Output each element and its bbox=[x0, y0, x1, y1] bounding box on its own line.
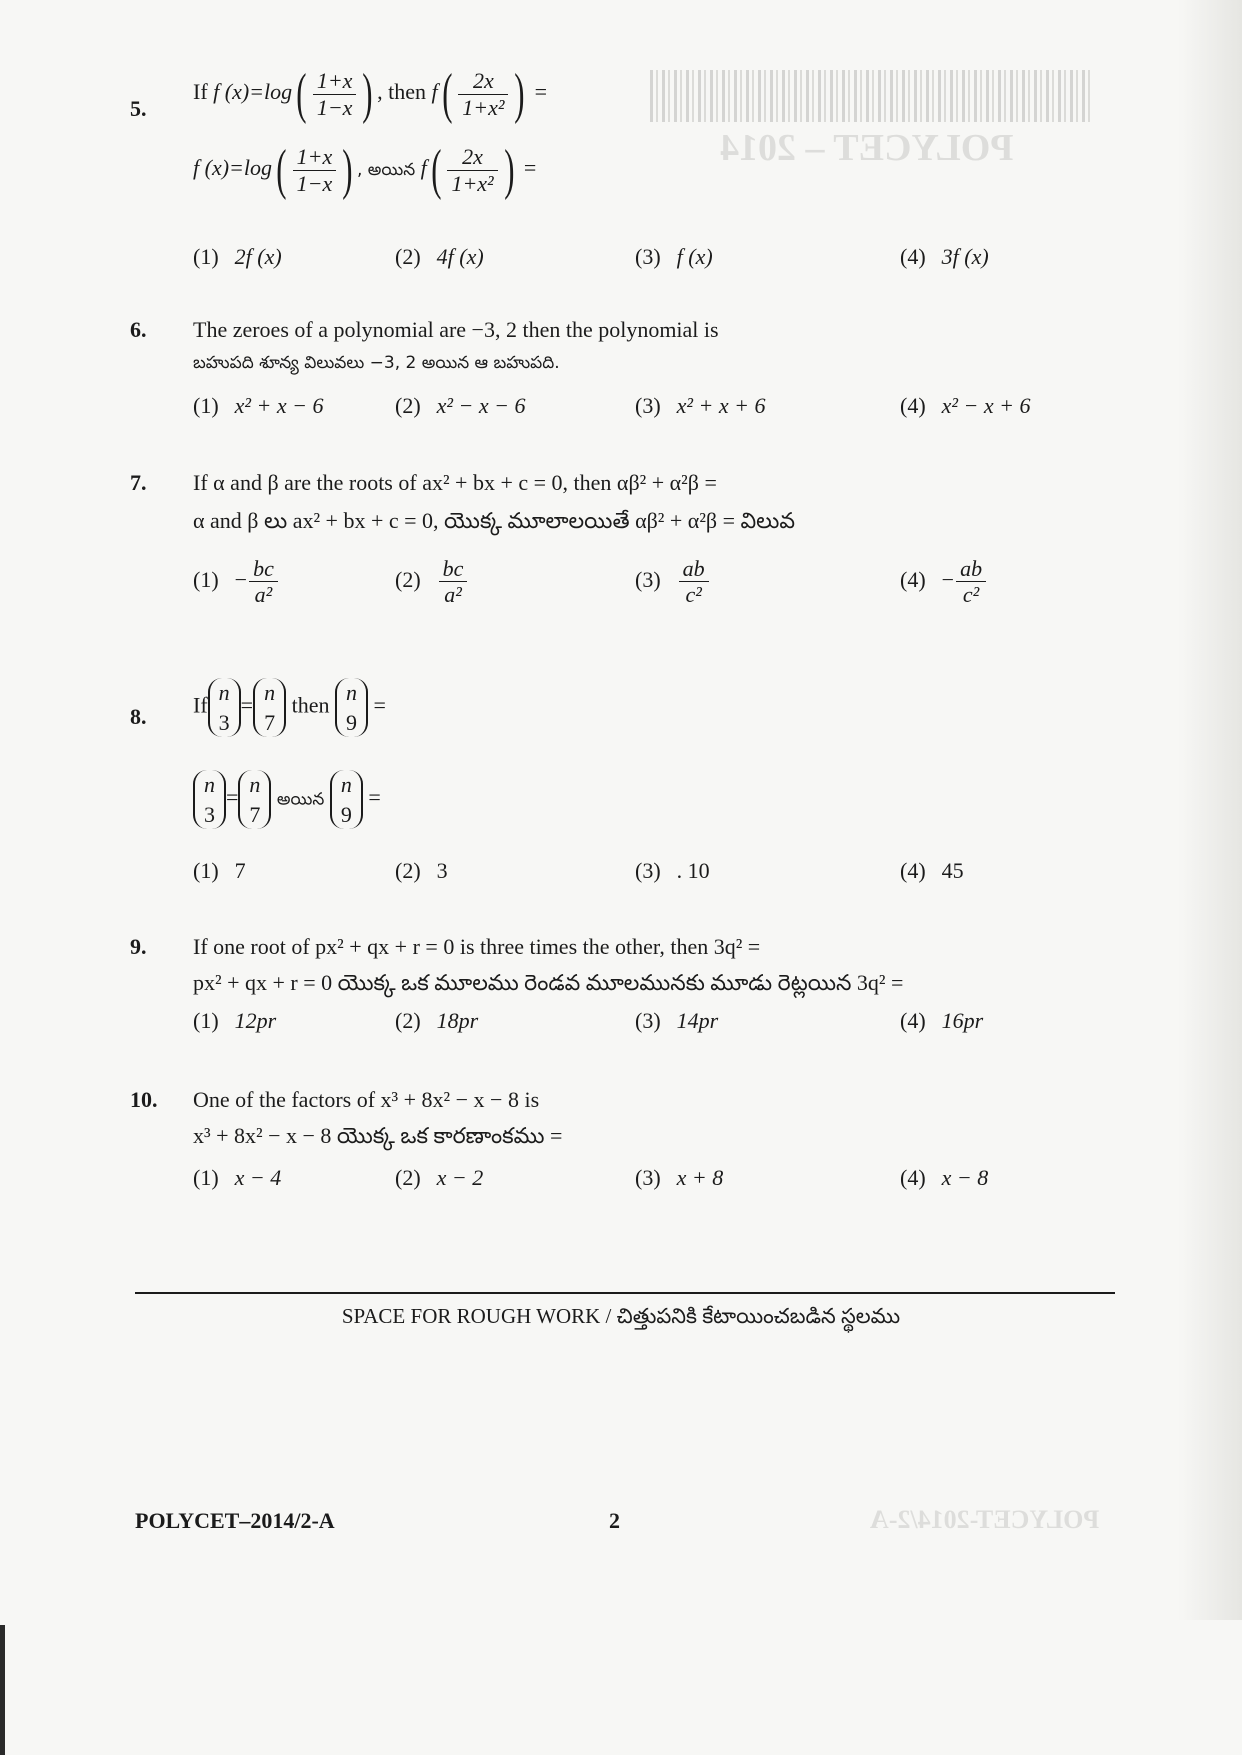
question-5 bbox=[130, 62, 1090, 282]
option-4[interactable]: (4) x − 8 bbox=[900, 1165, 989, 1190]
option-2[interactable]: (2) x − 2 bbox=[395, 1165, 484, 1190]
question-number: 10. bbox=[130, 1087, 158, 1112]
rough-work-label: SPACE FOR ROUGH WORK / చిత్తుపనికి కేటాయించబడిన స్థలము bbox=[341, 1304, 901, 1328]
fraction: $\frac{2x}{\text{1+x²}}$ bbox=[458, 68, 508, 120]
rough-work-divider bbox=[135, 1292, 1115, 1294]
question-number: 6. bbox=[130, 317, 147, 342]
question-10 bbox=[130, 1087, 1090, 1197]
option-3[interactable]: (3) $\frac{ab}{\text{c²}}$ bbox=[635, 556, 711, 608]
option-1[interactable]: (1) 12pr bbox=[193, 1008, 277, 1033]
option-4[interactable]: (4) 3f (x) bbox=[900, 244, 989, 269]
option-1[interactable]: (1) x − 4 bbox=[193, 1165, 282, 1190]
binomial-n-3: n 3 bbox=[208, 678, 241, 737]
fraction: $\frac{1+x}{1-x}$ bbox=[293, 144, 337, 196]
question-text-te: n 3=n 7 అయిన n 9 = bbox=[193, 770, 381, 829]
option-3[interactable]: (3) . 10 bbox=[635, 858, 710, 883]
option-1[interactable]: (1) 7 bbox=[193, 858, 246, 883]
question-text-en: One of the factors of x³ + 8x² − x − 8 is bbox=[193, 1087, 540, 1112]
option-4[interactable]: (4) 45 bbox=[900, 858, 964, 883]
question-text-en: The zeroes of a polynomial are −3, 2 then the polynomial is bbox=[193, 317, 719, 342]
question-text-en: If f (x)=log( $\frac{1+x}{1-x}$ ) , then f( $\frac{2x}{\text{1+x²}}$ ) = bbox=[193, 63, 548, 125]
option-1[interactable]: (1) 2f (x) bbox=[193, 244, 282, 269]
question-text-en: If α and β are the roots of ax² + bx + c = 0, then αβ² + α²β = bbox=[193, 470, 717, 495]
option-4[interactable]: (4) − $\frac{ab}{\text{c²}}$ bbox=[900, 556, 988, 608]
option-3[interactable]: (3) f (x) bbox=[635, 244, 713, 269]
question-text-te: x³ + 8x² − x − 8 యొక్క ఒక కారణాంకము = bbox=[193, 1123, 563, 1148]
option-2[interactable]: (2) 3 bbox=[395, 858, 448, 883]
option-2[interactable]: (2) 18pr bbox=[395, 1008, 479, 1033]
option-4[interactable]: (4) x² − x + 6 bbox=[900, 393, 1031, 418]
question-6 bbox=[130, 317, 1090, 427]
option-1[interactable]: (1) x² + x − 6 bbox=[193, 393, 324, 418]
question-9 bbox=[130, 934, 1090, 1044]
option-3[interactable]: (3) x + 8 bbox=[635, 1165, 724, 1190]
fraction: $\frac{1+x}{1-x}$ bbox=[313, 68, 357, 120]
question-number: 9. bbox=[130, 934, 147, 959]
option-1[interactable]: (1) − $\frac{bc}{\text{a²}}$ bbox=[193, 556, 280, 608]
option-2[interactable]: (2) 4f (x) bbox=[395, 244, 484, 269]
question-8 bbox=[130, 670, 1090, 900]
binomial-n-9: n 9 bbox=[335, 678, 368, 737]
question-text-en: Ifn 3=n 7 then n 9 = bbox=[193, 678, 386, 737]
page-number: 2 bbox=[609, 1508, 620, 1533]
option-3[interactable]: (3) x² + x + 6 bbox=[635, 393, 766, 418]
question-number: 8. bbox=[130, 704, 147, 729]
fraction: $\frac{2x}{\text{1+x²}}$ bbox=[447, 144, 497, 196]
showthrough-title: POLYCET – 2014 bbox=[720, 127, 1014, 169]
question-text-te: α and β లు ax² + bx + c = 0, యొక్క మూలాలయితే αβ² + α²β = విలువ bbox=[193, 508, 796, 533]
paper-code: POLYCET–2014/2-A bbox=[135, 1508, 335, 1533]
option-4[interactable]: (4) 16pr bbox=[900, 1008, 984, 1033]
scan-edge-mark bbox=[0, 1625, 5, 1755]
option-2[interactable]: (2) $\frac{bc}{\text{a²}}$ bbox=[395, 556, 469, 608]
option-3[interactable]: (3) 14pr bbox=[635, 1008, 719, 1033]
question-text-en: If one root of px² + qx + r = 0 is three times the other, then 3q² = bbox=[193, 934, 761, 959]
question-number: 5. bbox=[130, 96, 147, 121]
question-7 bbox=[130, 470, 1090, 630]
showthrough-footer: POLYCET-2014/2-A bbox=[870, 1505, 1100, 1534]
page-edge-shadow bbox=[1178, 0, 1242, 1620]
question-text-te: బహుపది శూన్య విలువలు −3, 2 అయిన ఆ బహుపది. bbox=[193, 353, 560, 373]
question-text-te: px² + qx + r = 0 యొక్క ఒక మూలము రెండవ మూలమునకు మూడు రెట్లయిన 3q² = bbox=[193, 970, 904, 995]
question-number: 7. bbox=[130, 470, 147, 495]
question-text-te: f (x)=log( $\frac{1+x}{1-x}$ ) , అయిన f( $\frac{2x}{\text{1+x²}}$ ) = bbox=[193, 139, 537, 201]
option-2[interactable]: (2) x² − x − 6 bbox=[395, 393, 526, 418]
binomial-n-7: n 7 bbox=[253, 678, 286, 737]
